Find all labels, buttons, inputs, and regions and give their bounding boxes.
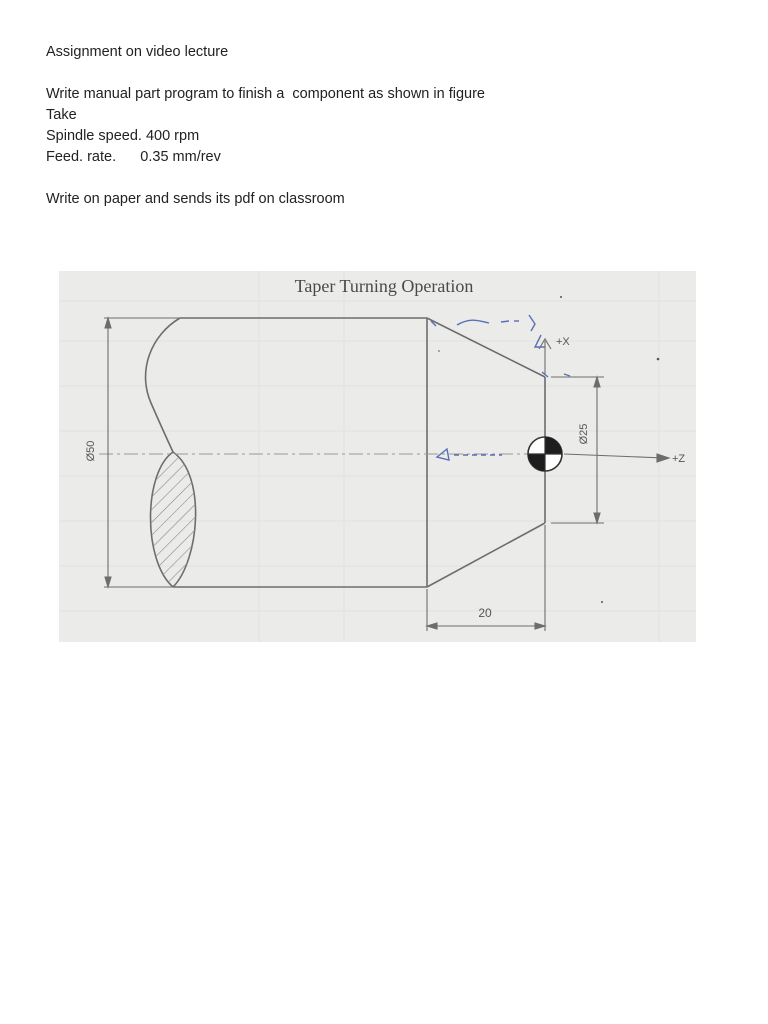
taper-turning-figure [59, 271, 696, 642]
doc-take-line: Take [46, 107, 77, 123]
diameter-25-label: Ø25 [578, 423, 590, 445]
doc-spindle-speed: Spindle speed. 400 rpm [46, 128, 200, 144]
doc-blank-line [46, 168, 485, 189]
diameter-50-label: Ø50 [85, 440, 97, 462]
x-axis-label: +X [556, 336, 570, 348]
z-axis-arrow [564, 454, 669, 462]
x-axis-arrow [539, 339, 551, 375]
z-axis-label: +Z [672, 453, 686, 465]
program-origin-icon [528, 437, 562, 471]
document-body [46, 42, 485, 210]
drawing-canvas [59, 271, 696, 642]
workpiece-outline [146, 318, 545, 587]
doc-heading: Assignment on video lecture [46, 44, 229, 60]
length-20-label: 20 [478, 606, 492, 620]
doc-submission-note: Write on paper and sends its pdf on classroom [46, 191, 345, 207]
doc-blank-line [46, 63, 485, 84]
doc-feed-rate: Feed. rate. 0.35 mm/rev [46, 149, 221, 165]
figure-title: Taper Turning Operation [294, 276, 474, 296]
doc-instruction: Write manual part program to finish a component as shown in figure [46, 86, 485, 102]
